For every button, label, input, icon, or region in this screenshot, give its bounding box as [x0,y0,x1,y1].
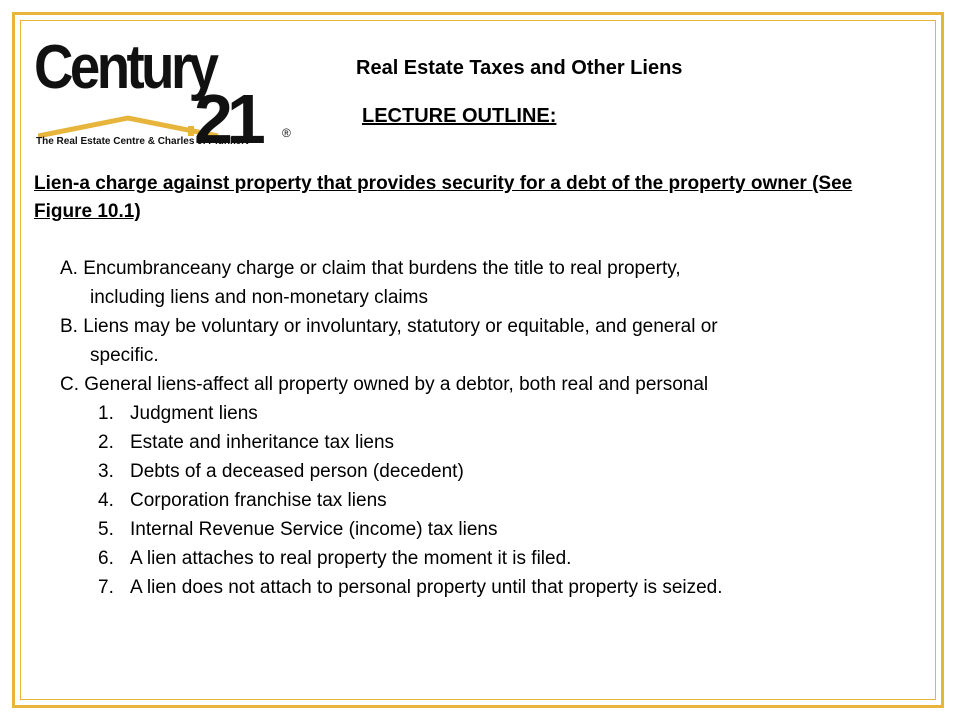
section-b-line1: B. Liens may be voluntary or involuntary, statutory or equitable, and general or [60,316,718,337]
list-item-number: 1. [98,403,114,424]
list-item [98,486,920,515]
logo-wordmark: Century [34,33,216,102]
section-b [60,312,920,370]
slide-subtitle: LECTURE OUTLINE: [362,105,557,127]
list-item-number: 6. [98,548,114,569]
list-item [98,544,920,573]
logo-number: 21 [194,80,260,158]
list-item [98,399,920,428]
list-item-text: A lien does not attach to personal property until that property is seized. [130,577,723,598]
logo-tagline: The Real Estate Centre & Charles J. Plunkert [36,136,249,147]
logo-registered-mark: ® [282,126,291,140]
list-item-text: Judgment liens [130,403,258,424]
century21-logo [34,33,291,158]
list-item-text: Internal Revenue Service (income) tax liens [130,519,498,540]
section-c [60,370,920,399]
section-a [60,254,920,312]
list-item [98,457,920,486]
section-a-line1: A. Encumbranceany charge or claim that burdens the title to real property, [60,258,681,279]
list-item-number: 7. [98,577,114,598]
slide-title: Real Estate Taxes and Other Liens [356,57,683,79]
section-a-line2: including liens and non-monetary claims [90,287,428,308]
list-item-text: Debts of a deceased person (decedent) [130,461,464,482]
list-item [98,515,920,544]
list-item-number: 3. [98,461,114,482]
list-item-number: 4. [98,490,114,511]
general-liens-list [60,399,920,602]
list-item-text: A lien attaches to real property the moment it is filed. [130,548,572,569]
list-item-number: 5. [98,519,114,540]
list-item [98,428,920,457]
list-item-text: Estate and inheritance tax liens [130,432,395,453]
list-item [98,573,920,602]
outline-content [60,254,920,602]
list-item-number: 2. [98,432,114,453]
lien-definition: Lien-a charge against property that provides security for a debt of the property owner (See Figure 10.1) [34,173,853,222]
section-c-line1: C. General liens-affect all property owned by a debtor, both real and personal [60,374,709,395]
section-b-line2: specific. [90,345,159,366]
list-item-text: Corporation franchise tax liens [130,490,387,511]
